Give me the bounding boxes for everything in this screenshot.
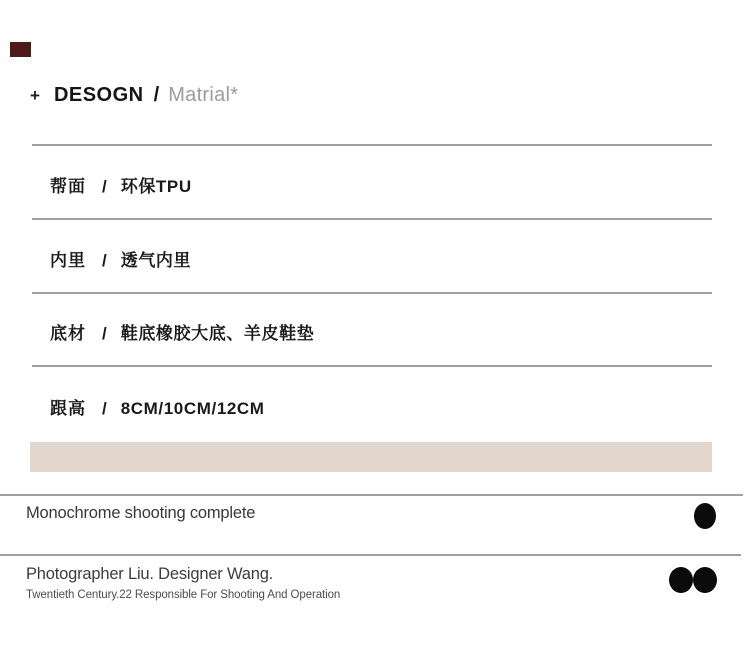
spec-row-sole: [32, 319, 712, 344]
spec-value: 鞋底橡胶大底、羊皮鞋垫: [120, 324, 315, 343]
footer-separator: [0, 554, 741, 556]
spec-value: 透气内里: [120, 251, 192, 270]
spec-label: 跟高: [50, 399, 86, 418]
spec-label: 底材: [50, 324, 86, 343]
beige-highlight-bar: [30, 442, 712, 472]
spec-row-heel-height: [32, 394, 712, 419]
brand-accent-block: [10, 42, 31, 57]
footer-separator: [0, 494, 743, 496]
slash-divider: /: [102, 399, 107, 418]
spec-row-upper: [32, 172, 712, 197]
spec-value: 环保TPU: [120, 177, 192, 196]
black-dot-icon: [669, 567, 693, 593]
black-dot-icon: [693, 567, 717, 593]
row-separator: [32, 144, 712, 146]
slash-divider: /: [102, 177, 107, 196]
credits-line-secondary: Twentieth Century.22 Responsible For Shooting And Operation: [26, 589, 341, 601]
spec-label: 内里: [50, 251, 86, 270]
row-separator: [32, 292, 712, 294]
credits-line-primary: Photographer Liu. Designer Wang.: [26, 565, 274, 583]
spec-row-lining: [32, 246, 712, 271]
row-separator: [32, 365, 712, 367]
section-header: [30, 84, 238, 107]
row-separator: [32, 218, 712, 220]
status-text: Monochrome shooting complete: [26, 504, 256, 522]
header-slash-divider: /: [153, 84, 160, 106]
spec-value: 8CM/10CM/12CM: [120, 399, 265, 418]
section-title: DESOGN: [53, 84, 144, 106]
section-subtitle: Matrial*: [168, 84, 239, 106]
slash-divider: /: [102, 324, 107, 343]
spec-label: 帮面: [50, 177, 86, 196]
plus-icon: +: [30, 86, 40, 105]
black-dot-icon: [694, 503, 716, 529]
slash-divider: /: [102, 251, 107, 270]
